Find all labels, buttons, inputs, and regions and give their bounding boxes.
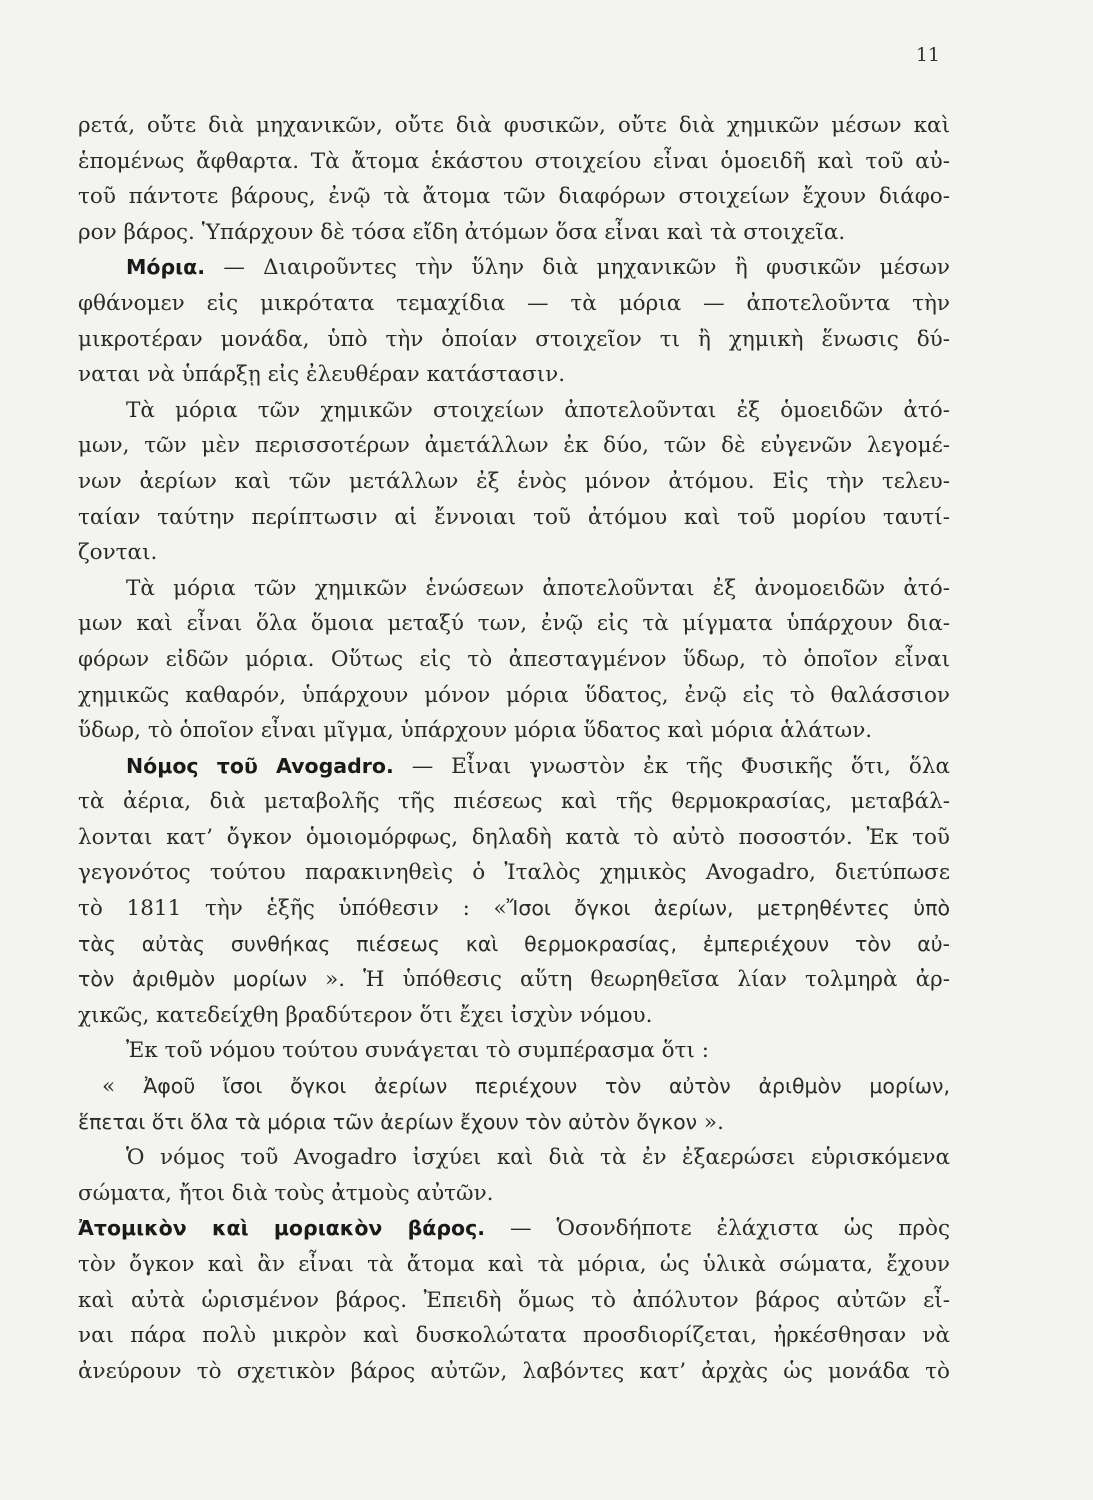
text-line: ρον βάρος. Ὑπάρχουν δὲ τόσα εἴδη ἀτόμων ὅσα εἶναι καὶ τὰ στοιχεῖα. bbox=[78, 219, 846, 245]
text-line: ἕπεται ὅτι ὅλα τὰ μόρια τῶν ἀερίων ἔχουν τὸν αὐτὸν ὄγκον ». bbox=[78, 1109, 724, 1135]
text-line: τὸν ὄγκον καὶ ἂν εἶναι τὰ ἄτομα καὶ τὰ μόρια, ὡς ὑλικὰ σώματα, ἔχουν bbox=[78, 1252, 950, 1277]
text-line: λονται κατ’ ὄγκον ὁμοιομόρφως, δηλαδὴ κατὰ τὸ αὐτὸ ποσοστόν. Ἐκ τοῦ bbox=[78, 824, 950, 850]
text-line: τοῦ πάντοτε βάρους, ἐνῷ τὰ ἄτομα τῶν διαφόρων στοιχείων ἔχουν διάφο- bbox=[78, 184, 950, 210]
section-heading-moria: Μόρια. bbox=[126, 255, 206, 280]
text-line: μων καὶ εἶναι ὅλα ὅμοια μεταξύ των, ἐνῷ εἰς τὰ μίγματα ὑπάρχουν δια- bbox=[78, 611, 950, 637]
hypothesis-quote: Ἴσοι ὄγκοι ἀερίων, μετρηθέντες ὑπὸ bbox=[506, 896, 950, 921]
text-line: νων ἀερίων καὶ τῶν μετάλλων ἐξ ἑνὸς μόνον ἀτόμου. Εἰς τὴν τελευ- bbox=[78, 468, 950, 494]
text-line: Μόρια. — Διαιροῦντες τὴν ὕλην διὰ μηχανικῶν ἢ φυσικῶν μέσων bbox=[126, 255, 950, 281]
text-line: « Ἀφοῦ ἴσοι ὄγκοι ἀερίων περιέχουν τὸν αὐτὸν ἀριθμὸν μορίων, bbox=[102, 1074, 950, 1100]
section-heading-atomic-weight: Ἀτομικὸν καὶ μοριακὸν βάρος. bbox=[78, 1216, 486, 1241]
text-line: σώματα, ἤτοι διὰ τοὺς ἀτμοὺς αὐτῶν. bbox=[78, 1180, 494, 1206]
body-text bbox=[78, 108, 950, 1389]
text-line: καὶ αὐτὰ ὡρισμένον βάρος. Ἐπειδὴ ὅμως τὸ ἀπόλυτον βάρος αὐτῶν εἶ- bbox=[78, 1287, 950, 1313]
text-line: Νόμος τοῦ Avogadro. — Εἶναι γνωστὸν ἐκ τῆς Φυσικῆς ὅτι, ὅλα bbox=[126, 753, 950, 779]
text-line: Ἐκ τοῦ νόμου τούτου συνάγεται τὸ συμπέρασμα ὅτι : bbox=[126, 1038, 710, 1064]
text-line: ἀνεύρουν τὸ σχετικὸν βάρος αὐτῶν, λαβόντες κατ’ ἀρχὰς ὡς μονάδα τὸ bbox=[78, 1358, 950, 1384]
text-line: Ἀτομικὸν καὶ μοριακὸν βάρος. — Ὁσονδήποτε ἐλάχιστα ὡς πρὸς bbox=[78, 1216, 950, 1242]
hypothesis-quote: τὸν ἀριθμὸν μορίων bbox=[78, 967, 308, 992]
text-line: φθάνομεν εἰς μικρότατα τεμαχίδια — τὰ μόρια — ἀποτελοῦντα τὴν bbox=[78, 290, 950, 316]
text-line: ναι πάρα πολὺ μικρὸν καὶ δυσκολώτατα προσδιορίζεται, ἠρκέσθησαν νὰ bbox=[78, 1323, 950, 1349]
text-line: ταίαν ταύτην περίπτωσιν αἱ ἔννοιαι τοῦ ἀτόμου καὶ τοῦ μορίου ταυτί- bbox=[78, 504, 950, 530]
text-line: ρετά, οὔτε διὰ μηχανικῶν, οὔτε διὰ φυσικῶν, οὔτε διὰ χημικῶν μέσων καὶ bbox=[78, 113, 950, 138]
page-number: 11 bbox=[915, 44, 940, 66]
text-line: τὰ ἀέρια, διὰ μεταβολῆς τῆς πιέσεως καὶ τῆς θερμοκρασίας, μεταβάλ- bbox=[78, 789, 950, 815]
text-line bbox=[78, 927, 950, 963]
text-line: φόρων εἰδῶν μόρια. Οὕτως εἰς τὸ ἀπεσταγμένον ὕδωρ, τὸ ὁποῖον εἶναι bbox=[78, 646, 950, 672]
text-line: χικῶς, κατεδείχθη βραδύτερον ὅτι ἔχει ἰσχὺν νόμου. bbox=[78, 1002, 653, 1028]
hypothesis-quote: τὰς αὐτὰς συνθήκας πιέσεως καὶ θερμοκρασίας, ἐμπεριέχουν τὸν αὐ- bbox=[78, 931, 950, 956]
conclusion-quote: ἕπεται ὅτι ὅλα τὰ μόρια τῶν ἀερίων ἔχουν τὸν αὐτὸν ὄγκον bbox=[78, 1109, 698, 1134]
text-line: μικροτέραν μονάδα, ὑπὸ τὴν ὁποίαν στοιχεῖον τι ἢ χημικὴ ἕνωσις δύ- bbox=[78, 326, 950, 352]
text-line: Ὁ νόμος τοῦ Avogadro ἰσχύει καὶ διὰ τὰ ἐν ἐξαερώσει εὑρισκόμενα bbox=[126, 1145, 950, 1171]
conclusion-quote: Ἀφοῦ ἴσοι ὄγκοι ἀερίων περιέχουν τὸν αὐτὸν ἀριθμὸν μορίων, bbox=[143, 1074, 950, 1099]
text-line: ζονται. bbox=[78, 540, 158, 566]
text-line: ὕδωρ, τὸ ὁποῖον εἶναι μῖγμα, ὑπάρχουν μόρια ὕδατος καὶ μόρια ἁλάτων. bbox=[78, 718, 873, 744]
text-line: ναται νὰ ὑπάρξῃ εἰς ἐλευθέραν κατάστασιν. bbox=[78, 362, 566, 388]
text-line: μων, τῶν μὲν περισσοτέρων ἀμετάλλων ἐκ δύο, τῶν δὲ εὐγενῶν λεγομέ- bbox=[78, 433, 950, 459]
text-line: τὸν ἀριθμὸν μορίων ». Ἡ ὑπόθεσις αὕτη θεωρηθεῖσα λίαν τολμηρὰ ἀρ- bbox=[78, 967, 950, 993]
text-line: γεγονότος τούτου παρακινηθεὶς ὁ Ἰταλὸς χημικὸς Avogadro, διετύπωσε bbox=[78, 860, 950, 886]
text-line: ἑπομένως ἄφθαρτα. Τὰ ἄτομα ἑκάστου στοιχείου εἶναι ὁμοειδῆ καὶ τοῦ αὐ- bbox=[78, 148, 950, 174]
text-line: τὸ 1811 τὴν ἑξῆς ὑπόθεσιν : «Ἴσοι ὄγκοι ἀερίων, μετρηθέντες ὑπὸ bbox=[78, 896, 950, 922]
text-line: Τὰ μόρια τῶν χημικῶν ἑνώσεων ἀποτελοῦνται ἐξ ἀνομοειδῶν ἀτό- bbox=[126, 575, 950, 601]
section-heading-avogadro: Νόμος τοῦ Avogadro. bbox=[126, 753, 394, 778]
text-line: χημικῶς καθαρόν, ὑπάρχουν μόνον μόρια ὕδατος, ἐνῷ εἰς τὸ θαλάσσιον bbox=[78, 682, 950, 708]
text-line: Τὰ μόρια τῶν χημικῶν στοιχείων ἀποτελοῦνται ἐξ ὁμοειδῶν ἀτό- bbox=[126, 397, 950, 423]
